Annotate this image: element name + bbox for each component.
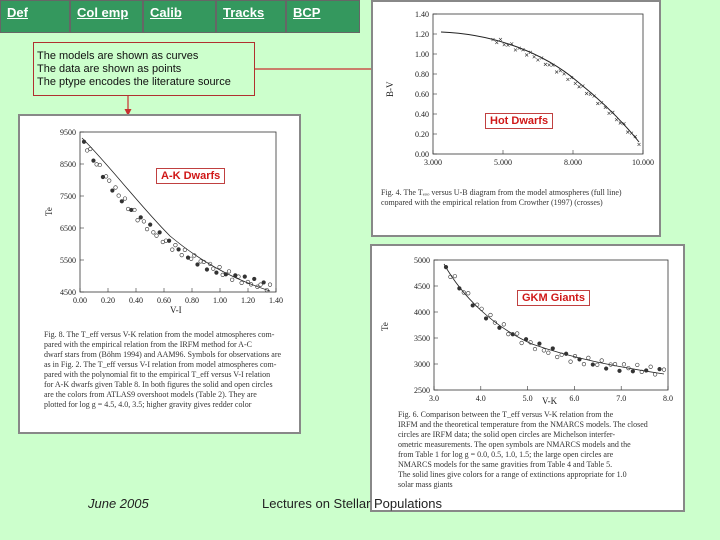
footer-title: Lectures on Stellar Populations [262,496,442,511]
data-point [136,218,140,222]
x-label: V-I [170,305,182,315]
note-line: The data are shown as points [37,63,182,75]
data-point [506,332,510,336]
data-point [604,106,607,109]
data-point [237,275,241,279]
data-point [120,199,124,203]
data-point [243,275,247,279]
data-point [547,351,551,355]
data-point [498,326,502,330]
data-point [218,265,222,269]
data-point [92,159,96,163]
data-point [89,147,93,151]
tick-label: 0.40 [415,110,429,119]
tick-label: 2500 [414,386,430,395]
data-point [107,179,111,183]
tick-label: 3.000 [424,158,442,167]
data-point [536,58,539,61]
tick-label: 4500 [60,288,76,297]
tick-label: 7500 [60,192,76,201]
data-point [170,248,174,252]
tick-label: 4.0 [475,394,486,403]
tick-label: 0.40 [129,296,143,305]
data-point [480,307,484,311]
gkm-giants-figure [370,244,685,512]
data-point [189,257,193,261]
data-point [123,197,127,201]
tick-label: 0.80 [415,70,429,79]
tick-label: 6500 [60,224,76,233]
data-point [224,273,228,277]
tick-label: 3500 [414,334,430,343]
y-label: B-V [385,81,395,97]
ak-dwarfs-caption: Fig. 8. The T_eff versus V-K relation from the model atmospheres com- pared with the empirical relation from the IRFM method for A-C dwarf stars from (Böhm 1994) and AAM96. Symbols for observations are as in Fig. 2. The T_eff versus V-I relation from model atmospheres com- pared with the polynomial fit to the empirical T_eff versus V-I relation for A-K dwarfs given Table 8. In both figures the solid and open circles are the colors from ATLAS9 overshoot models (Table 2). They are plotted for log g = 4.5, 4.0, 3.5; higher gravity gives redder color [44,330,282,409]
tick-label: 0.20 [415,130,429,139]
tick-label: 10.000 [632,158,654,167]
data-point [533,55,536,58]
tab-col-emp[interactable]: Col emp [70,0,143,33]
tick-label: 1.20 [415,30,429,39]
data-point [595,363,599,367]
tick-label: 1.00 [415,50,429,59]
data-point [503,43,506,46]
tick-label: 4500 [414,282,430,291]
data-point [600,359,604,363]
data-point [196,263,200,267]
data-point [466,291,470,295]
data-point [215,271,219,275]
data-point [489,313,493,317]
data-point [155,234,159,238]
data-point [608,112,611,115]
tick-label: 0.60 [415,90,429,99]
tick-label: 9500 [60,128,76,137]
ak-dwarfs-label: A-K Dwarfs [156,168,225,184]
data-point [453,274,457,278]
data-point [117,194,121,198]
tab-tracks[interactable]: Tracks [216,0,286,33]
data-point [82,140,86,144]
gkm-giants-plot [372,246,683,406]
data-point [230,278,234,282]
tick-label: 5.000 [494,158,512,167]
data-point [533,347,537,351]
data-point [636,363,640,367]
data-point [626,131,629,134]
data-point [569,360,573,364]
data-point [475,303,479,307]
data-point [618,369,622,373]
data-point [471,304,475,308]
y-label: Te [380,322,390,331]
hot-dwarfs-plot [373,2,659,182]
tick-label: 1.20 [241,296,255,305]
data-point [252,277,256,281]
data-point [619,122,622,125]
data-point [581,85,584,88]
tick-label: 8.0 [663,394,673,403]
data-point [566,78,569,81]
tick-label: 1.00 [213,296,227,305]
data-point [139,216,143,220]
data-point [525,54,528,57]
data-point [211,267,215,271]
data-point [111,189,115,193]
data-point [578,358,582,362]
data-point [587,356,591,360]
data-point [183,248,187,252]
data-point [544,63,547,66]
data-point [458,287,462,291]
data-point [502,323,506,327]
tab-bcp[interactable]: BCP [286,0,360,33]
data-point [177,248,181,252]
data-point [511,332,515,336]
data-point [262,281,266,285]
tick-label: 4000 [414,308,430,317]
tick-label: 0.60 [157,296,171,305]
tab-calib[interactable]: Calib [143,0,216,33]
data-point [555,70,558,73]
data-point [495,41,498,44]
data-point [649,365,653,369]
tick-label: 5500 [60,256,76,265]
data-point [573,354,577,358]
data-point [142,220,146,224]
data-point [538,342,542,346]
x-label: V-K [542,396,558,406]
note-line: The models are shown as curves [37,50,199,62]
data-point [585,92,588,95]
data-point [167,239,171,243]
data-point [524,337,528,341]
data-point [591,363,595,367]
ak-dwarfs-plot [20,116,299,316]
data-point [520,341,524,345]
data-point [622,363,626,367]
tick-label: 0.00 [73,296,87,305]
data-point [114,186,118,190]
tick-label: 3000 [414,360,430,369]
hot-dwarfs-caption: Fig. 4. The Tₑₒₒ versus U-B diagram from the model atmospheres (full line) compared with the empirical relation from Crowther (1997) (crosses) [381,188,622,207]
data-point [564,352,568,356]
data-point [578,85,581,88]
data-point [658,367,662,371]
data-point [444,265,448,269]
data-point [240,281,244,285]
data-point [514,48,517,51]
tick-label: 1.40 [415,10,429,19]
data-point [148,223,152,227]
data-point [582,362,586,366]
data-point [227,270,231,274]
data-point [174,243,178,247]
tick-label: 7.0 [616,394,627,403]
data-point [631,369,635,373]
data-point [205,268,209,272]
data-point [604,367,608,371]
data-point [551,347,555,351]
data-point [180,253,184,257]
data-point [499,38,502,41]
data-point [152,231,156,235]
tick-label: 8.000 [564,158,582,167]
data-point [268,283,272,287]
data-point [574,82,577,85]
tick-label: 0.20 [101,296,115,305]
data-point [638,143,641,146]
gkm-giants-label: GKM Giants [517,290,590,306]
data-point [555,355,559,359]
model-curve [82,138,270,291]
data-point [596,102,599,105]
tick-label: 0.00 [415,150,429,159]
tick-label: 6.0 [569,394,580,403]
gkm-giants-caption: Fig. 6. Comparison between the T_eff versus V-K relation from the IRFM and the theoretical temperature from the NMARCS models. The closed circles are IRFM data; the solid open circles are Michelson interfer- ometric measurements. The open symbols are NMARCS models and the from Table 1 for log g = 0.0, 0.5, 1.0, 1.5; the large open circles are NMARCS models for the same gravities from Table 4 and Table 5. The solid lines give colors for a range of extinctions appropriate for 1.0 solar mass giants [398,410,648,489]
tab-def[interactable]: Def [0,0,70,33]
data-point [563,72,566,75]
data-point [484,317,488,321]
data-point [158,231,162,235]
ak-dwarfs-figure [18,114,301,434]
data-point [589,93,592,96]
tick-label: 1.40 [269,296,283,305]
data-point [630,132,633,135]
tick-label: 5000 [414,256,430,265]
model-curve [444,264,664,374]
data-point [515,332,519,336]
tick-label: 5.0 [522,394,533,403]
data-point [615,118,618,121]
data-point [548,63,551,66]
tick-label: 0.80 [185,296,199,305]
data-point [662,368,666,372]
data-point [145,227,149,231]
footer-date: June 2005 [88,496,149,511]
data-point [259,283,263,287]
hot-dwarfs-label: Hot Dwarfs [485,113,553,129]
y-label: Te [44,207,54,216]
note-line: The ptype encodes the literature source [37,76,231,88]
tick-label: 8500 [60,160,76,169]
data-point [559,69,562,72]
tick-label: 3.0 [429,394,439,403]
data-point [644,369,648,373]
data-point [653,373,657,377]
data-point [542,349,546,353]
